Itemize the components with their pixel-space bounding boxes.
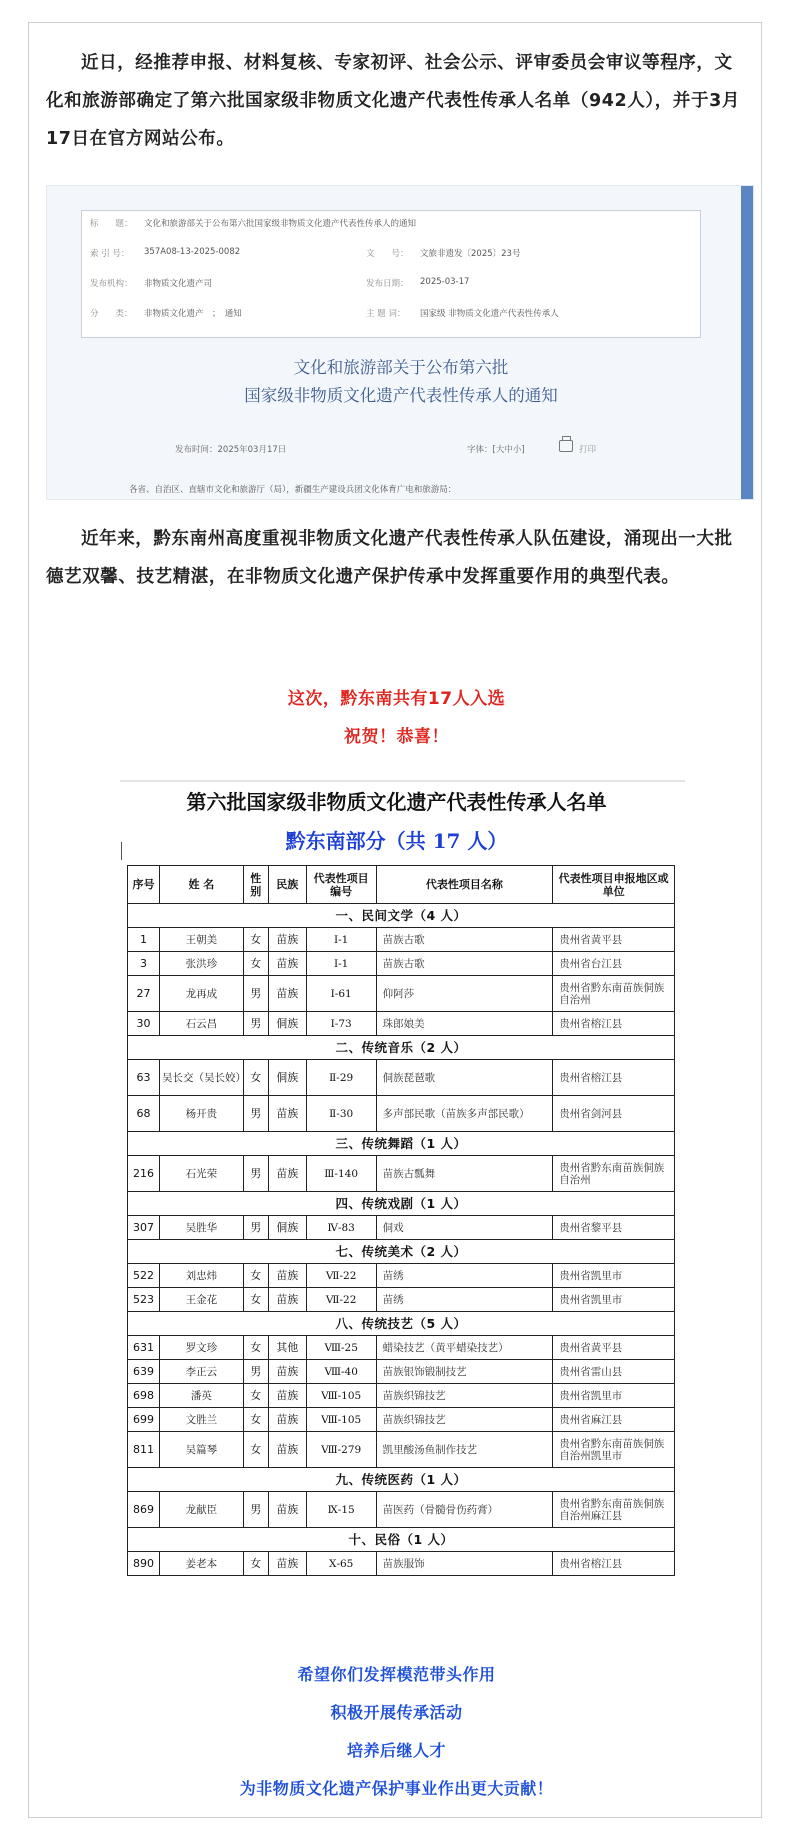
category-row [128, 1036, 675, 1060]
roster-subtitle: 黔东南部分（共 17 人） [285, 829, 508, 853]
row-code: Ⅰ-73 [306, 1012, 376, 1036]
row-no: 30 [128, 1012, 160, 1036]
row-name: 吴胜华 [159, 1216, 243, 1240]
row-region: 贵州省黄平县 [553, 1336, 675, 1360]
category-row [128, 1528, 675, 1552]
table-row [128, 1264, 675, 1288]
category-row [128, 1132, 675, 1156]
header-no: 序号 [128, 866, 160, 904]
row-code: Ⅷ-105 [306, 1408, 376, 1432]
notice-recipients: 各省、自治区、直辖市文化和旅游厅（局），新疆生产建设兵团文化体育广电和旅游局： [129, 485, 457, 495]
header-code: 代表性项目编号 [306, 866, 376, 904]
row-region: 贵州省榕江县 [553, 1060, 675, 1096]
row-region: 贵州省榕江县 [553, 1552, 675, 1576]
row-name: 吴长交（吴长姣） [159, 1060, 243, 1096]
category-row [128, 1240, 675, 1264]
table-row [128, 1552, 675, 1576]
row-gender: 男 [243, 976, 268, 1012]
notice-publish-time: 发布时间：2025年03月17日 [175, 445, 287, 455]
row-region: 贵州省雷山县 [553, 1360, 675, 1384]
meta-index-key: 索 引 号： [90, 249, 130, 259]
print-icon[interactable] [559, 440, 573, 452]
row-gender: 男 [243, 1156, 268, 1192]
notice-title-line2: 国家级非物质文化遗产代表性传承人的通知 [244, 386, 558, 405]
header-gender: 性别 [243, 866, 268, 904]
row-gender: 女 [243, 928, 268, 952]
notice-scrollbar [741, 186, 753, 499]
row-region: 贵州省黔东南苗族侗族自治州 [553, 976, 675, 1012]
meta-title-value: 文化和旅游部关于公布第六批国家级非物质文化遗产代表性传承人的通知 [144, 219, 417, 229]
category-row [128, 1192, 675, 1216]
row-gender: 男 [243, 1216, 268, 1240]
row-project: 苗族古瓢舞 [376, 1156, 553, 1192]
header-ethnic: 民族 [268, 866, 306, 904]
row-ethnic: 侗族 [268, 1060, 306, 1096]
notice-font-size[interactable]: 字体：[大中小] [467, 445, 525, 455]
row-project: 蜡染技艺（黄平蜡染技艺） [376, 1336, 553, 1360]
row-ethnic: 苗族 [268, 1096, 306, 1132]
row-code: Ⅸ-15 [306, 1492, 376, 1528]
row-region: 贵州省凯里市 [553, 1288, 675, 1312]
row-name: 吴篇琴 [159, 1432, 243, 1468]
table-row [128, 1432, 675, 1468]
meta-category-value: 非物质文化遗产 ； 通知 [144, 309, 242, 319]
row-ethnic: 苗族 [268, 952, 306, 976]
table-row [128, 1408, 675, 1432]
row-no: 3 [128, 952, 160, 976]
category-label: 一、民间文学（4 人） [128, 904, 675, 928]
closing-line2: 积极开展传承活动 [330, 1703, 463, 1722]
row-project: 苗族古歌 [376, 952, 553, 976]
meta-date-key: 发布日期： [366, 279, 409, 289]
category-label: 三、传统舞蹈（1 人） [128, 1132, 675, 1156]
row-no: 68 [128, 1096, 160, 1132]
meta-category-key: 分 类： [90, 309, 133, 319]
row-ethnic: 苗族 [268, 1432, 306, 1468]
row-code: Ⅷ-279 [306, 1432, 376, 1468]
table-row [128, 1012, 675, 1036]
table-row [128, 1288, 675, 1312]
category-row [128, 1312, 675, 1336]
list-divider [120, 780, 685, 782]
row-name: 李正云 [159, 1360, 243, 1384]
table-row [128, 1096, 675, 1132]
row-ethnic: 苗族 [268, 1288, 306, 1312]
row-name: 王朝美 [159, 928, 243, 952]
row-code: Ⅲ-140 [306, 1156, 376, 1192]
meta-keywords-value: 国家级 非物质文化遗产代表性传承人 [420, 309, 559, 319]
row-region: 贵州省台江县 [553, 952, 675, 976]
table-row [128, 952, 675, 976]
closing-line1: 希望你们发挥模范带头作用 [297, 1665, 496, 1684]
row-gender: 女 [243, 1432, 268, 1468]
category-label: 四、传统戏剧（1 人） [128, 1192, 675, 1216]
row-region: 贵州省麻江县 [553, 1408, 675, 1432]
row-project: 苗绣 [376, 1264, 553, 1288]
row-name: 王金花 [159, 1288, 243, 1312]
row-ethnic: 苗族 [268, 1552, 306, 1576]
row-ethnic: 苗族 [268, 1360, 306, 1384]
highlight-line2: 祝贺！恭喜！ [344, 727, 449, 747]
closing-line4: 为非物质文化遗产保护事业作出更大贡献！ [239, 1779, 554, 1798]
row-no: 522 [128, 1264, 160, 1288]
notice-screenshot [46, 185, 754, 500]
row-gender: 女 [243, 1336, 268, 1360]
row-code: Ⅰ-1 [306, 928, 376, 952]
row-code: Ⅱ-30 [306, 1096, 376, 1132]
row-project: 苗族织锦技艺 [376, 1384, 553, 1408]
table-row [128, 976, 675, 1012]
row-code: Ⅷ-40 [306, 1360, 376, 1384]
table-row [128, 928, 675, 952]
roster-table [127, 865, 675, 1576]
row-gender: 女 [243, 952, 268, 976]
table-row [128, 1360, 675, 1384]
category-label: 十、民俗（1 人） [128, 1528, 675, 1552]
row-code: Ⅶ-22 [306, 1264, 376, 1288]
intro-paragraph: 近日，经推荐申报、材料复核、专家初评、社会公示、评审委员会审议等程序，文化和旅游部确定了第六批国家级非物质文化遗产代表性传承人名单（942人），并于3月17日在官方网站公布。 [46, 53, 740, 149]
table-row [128, 1492, 675, 1528]
row-name: 石云昌 [159, 1012, 243, 1036]
meta-title-key: 标 题： [90, 219, 133, 229]
row-gender: 女 [243, 1384, 268, 1408]
row-ethnic: 苗族 [268, 1492, 306, 1528]
category-row [128, 1468, 675, 1492]
row-code: Ⅷ-25 [306, 1336, 376, 1360]
notice-title-line1: 文化和旅游部关于公布第六批 [293, 358, 509, 377]
table-row [128, 1384, 675, 1408]
category-label: 二、传统音乐（2 人） [128, 1036, 675, 1060]
notice-meta-box [81, 210, 701, 338]
row-no: 631 [128, 1336, 160, 1360]
row-ethnic: 侗族 [268, 1216, 306, 1240]
row-no: 699 [128, 1408, 160, 1432]
row-region: 贵州省榕江县 [553, 1012, 675, 1036]
row-gender: 女 [243, 1060, 268, 1096]
row-no: 811 [128, 1432, 160, 1468]
row-no: 27 [128, 976, 160, 1012]
roster-header-row [128, 866, 675, 904]
row-no: 216 [128, 1156, 160, 1192]
row-gender: 女 [243, 1408, 268, 1432]
row-project: 侗族琵琶歌 [376, 1060, 553, 1096]
row-no: 698 [128, 1384, 160, 1408]
row-region: 贵州省黔东南苗族侗族自治州 [553, 1156, 675, 1192]
row-name: 杨开贵 [159, 1096, 243, 1132]
row-gender: 女 [243, 1264, 268, 1288]
row-no: 307 [128, 1216, 160, 1240]
row-no: 890 [128, 1552, 160, 1576]
roster-title: 第六批国家级非物质文化遗产代表性传承人名单 [186, 790, 607, 814]
row-gender: 男 [243, 1360, 268, 1384]
row-gender: 男 [243, 1492, 268, 1528]
meta-issuer-value: 非物质文化遗产司 [144, 279, 213, 289]
row-code: Ⅹ-65 [306, 1552, 376, 1576]
row-ethnic: 苗族 [268, 1384, 306, 1408]
row-name: 罗文珍 [159, 1336, 243, 1360]
row-region: 贵州省凯里市 [553, 1264, 675, 1288]
row-code: Ⅱ-29 [306, 1060, 376, 1096]
list-margin-mark [121, 842, 122, 860]
row-ethnic: 其他 [268, 1336, 306, 1360]
row-ethnic: 苗族 [268, 928, 306, 952]
meta-issuer-key: 发布机构： [90, 279, 133, 289]
row-project: 苗医药（骨髓骨伤药膏） [376, 1492, 553, 1528]
row-gender: 男 [243, 1012, 268, 1036]
row-project: 凯里酸汤鱼制作技艺 [376, 1432, 553, 1468]
row-project: 苗族织锦技艺 [376, 1408, 553, 1432]
row-project: 侗戏 [376, 1216, 553, 1240]
row-project: 苗族服饰 [376, 1552, 553, 1576]
row-ethnic: 苗族 [268, 1408, 306, 1432]
table-row [128, 1060, 675, 1096]
row-code: Ⅷ-105 [306, 1384, 376, 1408]
row-project: 仰阿莎 [376, 976, 553, 1012]
row-name: 刘忠炜 [159, 1264, 243, 1288]
closing-line3: 培养后继人才 [346, 1741, 446, 1760]
row-ethnic: 苗族 [268, 1156, 306, 1192]
header-project: 代表性项目名称 [376, 866, 553, 904]
row-no: 523 [128, 1288, 160, 1312]
row-name: 姜老本 [159, 1552, 243, 1576]
category-label: 九、传统医药（1 人） [128, 1468, 675, 1492]
meta-docno-value: 文旅非遗发〔2025〕23号 [420, 249, 521, 259]
table-row [128, 1216, 675, 1240]
row-project: 苗族古歌 [376, 928, 553, 952]
meta-keywords-key: 主 题 词： [366, 309, 406, 319]
category-label: 七、传统美术（2 人） [128, 1240, 675, 1264]
table-row [128, 1336, 675, 1360]
row-region: 贵州省黎平县 [553, 1216, 675, 1240]
row-code: Ⅶ-22 [306, 1288, 376, 1312]
highlight-line1: 这次，黔东南共有17人入选 [287, 689, 506, 709]
meta-index-value: 357A08-13-2025-0082 [144, 247, 241, 257]
row-code: Ⅳ-83 [306, 1216, 376, 1240]
row-no: 63 [128, 1060, 160, 1096]
row-gender: 女 [243, 1552, 268, 1576]
row-no: 1 [128, 928, 160, 952]
category-label: 八、传统技艺（5 人） [128, 1312, 675, 1336]
row-region: 贵州省黔东南苗族侗族自治州麻江县 [553, 1492, 675, 1528]
row-name: 龙再成 [159, 976, 243, 1012]
notice-print-link[interactable]: 打印 [579, 445, 597, 455]
row-name: 文胜兰 [159, 1408, 243, 1432]
row-region: 贵州省剑河县 [553, 1096, 675, 1132]
meta-date-value: 2025-03-17 [420, 277, 470, 287]
row-project: 多声部民歌（苗族多声部民歌） [376, 1096, 553, 1132]
row-region: 贵州省黔东南苗族侗族自治州凯里市 [553, 1432, 675, 1468]
header-region: 代表性项目申报地区或单位 [553, 866, 675, 904]
row-project: 苗族银饰锻制技艺 [376, 1360, 553, 1384]
row-name: 龙献臣 [159, 1492, 243, 1528]
row-region: 贵州省凯里市 [553, 1384, 675, 1408]
row-name: 潘英 [159, 1384, 243, 1408]
row-no: 869 [128, 1492, 160, 1528]
row-name: 张洪珍 [159, 952, 243, 976]
row-ethnic: 苗族 [268, 976, 306, 1012]
row-region: 贵州省黄平县 [553, 928, 675, 952]
row-no: 639 [128, 1360, 160, 1384]
category-row [128, 904, 675, 928]
row-project: 苗绣 [376, 1288, 553, 1312]
row-ethnic: 苗族 [268, 1264, 306, 1288]
row-ethnic: 侗族 [268, 1012, 306, 1036]
row-code: Ⅰ-61 [306, 976, 376, 1012]
row-project: 珠郎娘美 [376, 1012, 553, 1036]
second-paragraph: 近年来，黔东南州高度重视非物质文化遗产代表性传承人队伍建设，涌现出一大批德艺双馨、技艺精湛，在非物质文化遗产保护传承中发挥重要作用的典型代表。 [46, 529, 733, 587]
table-row [128, 1156, 675, 1192]
row-name: 石光荣 [159, 1156, 243, 1192]
row-code: Ⅰ-1 [306, 952, 376, 976]
meta-docno-key: 文 号： [366, 249, 409, 259]
row-gender: 男 [243, 1096, 268, 1132]
header-name: 姓 名 [159, 866, 243, 904]
row-gender: 女 [243, 1288, 268, 1312]
